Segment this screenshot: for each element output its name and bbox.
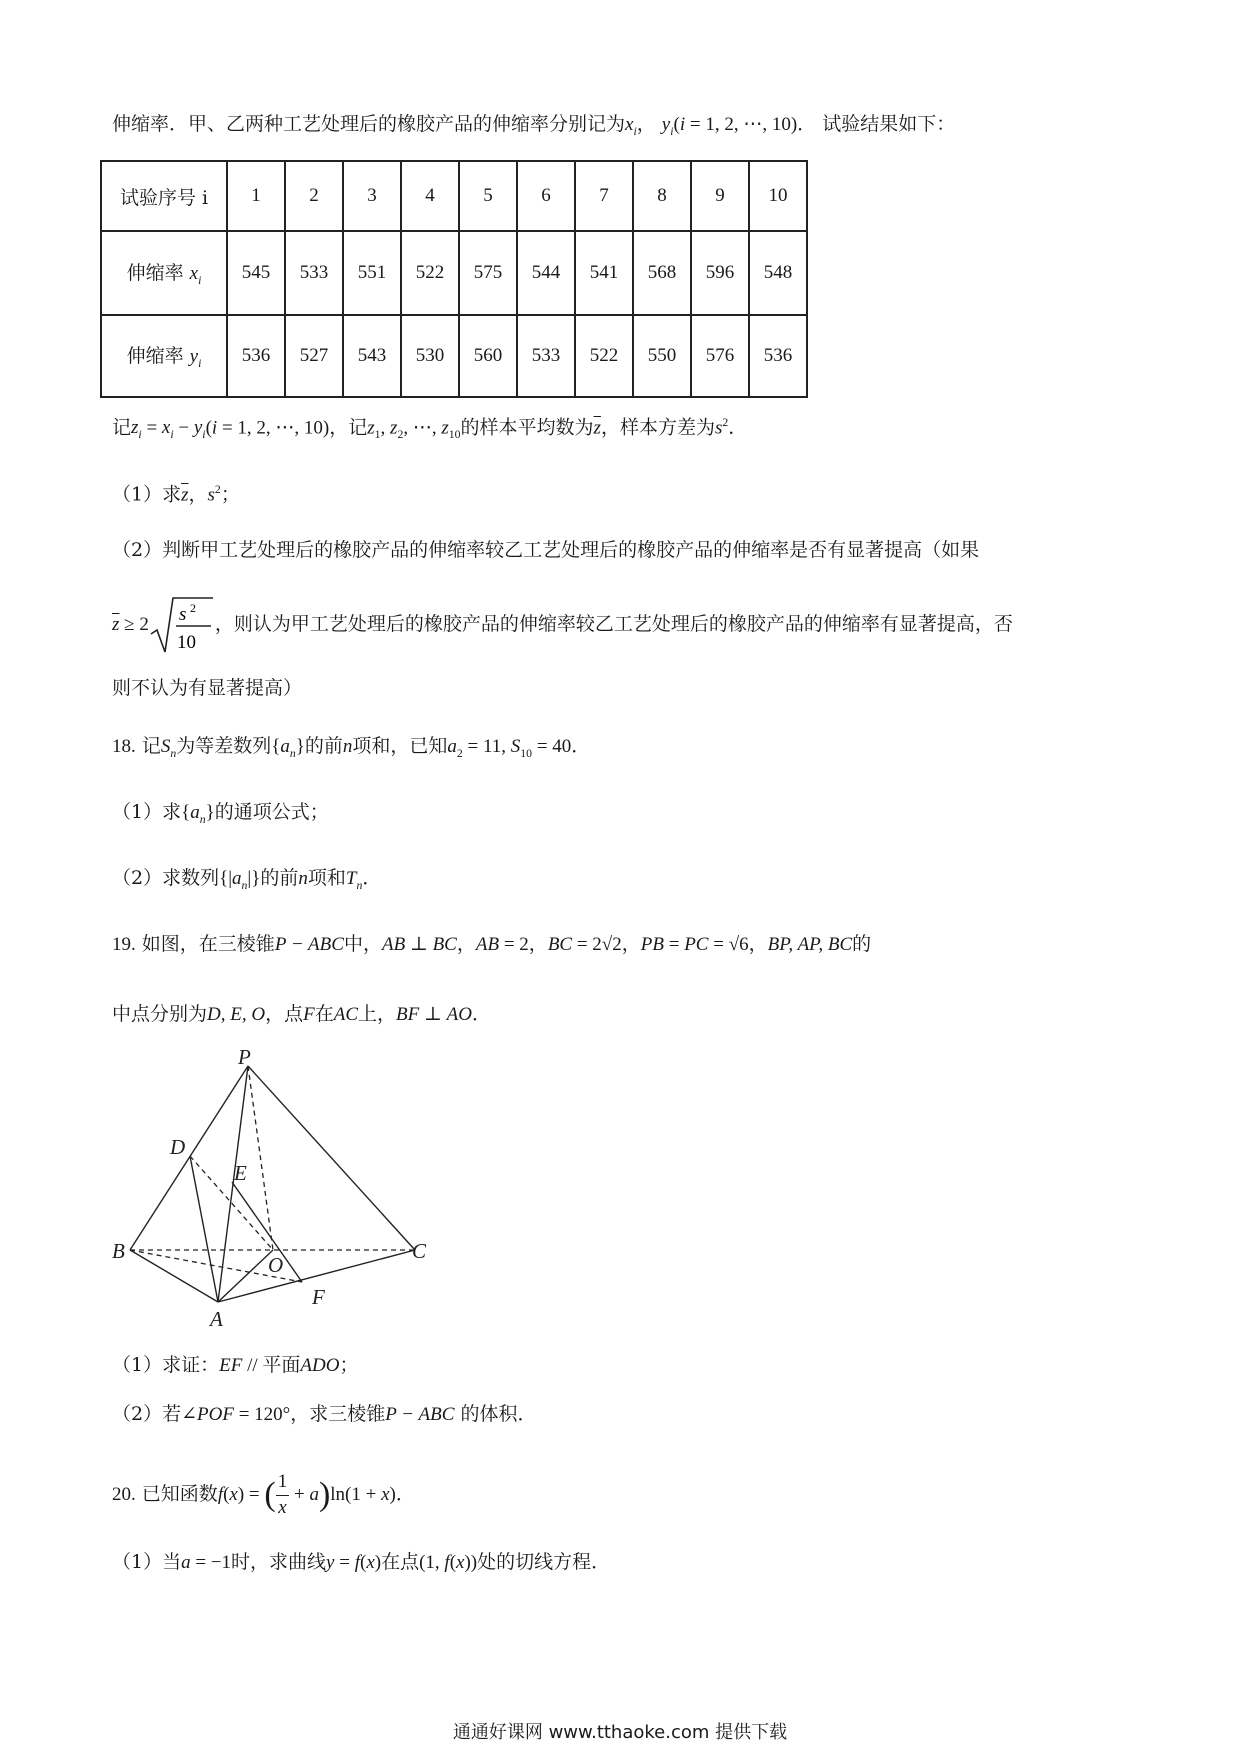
label-D: D — [170, 1135, 186, 1159]
table-cell: 543 — [343, 315, 401, 397]
table-cell: 544 — [517, 231, 575, 315]
q18-stem: 18. 记$S_n$为等差数列$\{a_n\}$的前n项和，已知$a_2 = 11$, $S_{10} = 40$． — [112, 735, 591, 760]
table-cell: 6 — [517, 161, 575, 231]
table-cell: 530 — [401, 315, 459, 397]
q19-part1: （1）求证：EF // 平面ADO； — [112, 1354, 359, 1376]
table-cell: 522 — [401, 231, 459, 315]
table-row-header — [101, 161, 807, 231]
table-cell: 527 — [285, 315, 343, 397]
trial-table — [100, 160, 808, 398]
label-C: C — [412, 1239, 427, 1263]
table-cell: 536 — [749, 315, 807, 397]
q17-part2-line2: $\overline{z} \ge 2$ s 2 10 ，则认为甲工艺处理后的橡胶产品的伸缩率较乙工艺处理后的橡胶产品的伸缩率有显著提高，否 — [112, 594, 1013, 656]
table-cell: 522 — [575, 315, 633, 397]
table-cell: 576 — [691, 315, 749, 397]
table-cell: 3 — [343, 161, 401, 231]
q17-part2-line1: （2）判断甲工艺处理后的橡胶产品的伸缩率较乙工艺处理后的橡胶产品的伸缩率是否有显著提高（如果 — [112, 539, 980, 561]
table-cell: 1 — [227, 161, 285, 231]
table-cell: 4 — [401, 161, 459, 231]
table-header-label: 试验序号 i — [101, 161, 227, 231]
table-cell: 575 — [459, 231, 517, 315]
label-B: B — [112, 1239, 125, 1263]
q18-part1: （1）求$\{a_n\}$的通项公式； — [112, 801, 329, 826]
table-cell: 560 — [459, 315, 517, 397]
table-cell: 548 — [749, 231, 807, 315]
table-cell: 533 — [517, 315, 575, 397]
svg-text:10: 10 — [176, 632, 196, 653]
q19-part2: （2）若∠POF = 120°，求三棱锥P − ABC 的体积． — [112, 1403, 537, 1425]
footer-text: 通通好课网 www.tthaoke.com 提供下载 — [452, 1722, 788, 1743]
intro-text-b: 试验结果如下： — [822, 113, 956, 135]
q17-part1: （1）求$\overline{z}$，$s^2$； — [112, 483, 240, 506]
svg-text:s: s — [178, 604, 187, 625]
q18-part2: （2）求数列$\{|a_n|\}$的前n项和$T_n$． — [112, 867, 382, 892]
row-y-label: 伸缩率 $y_i$ — [101, 315, 227, 397]
label-F: F — [312, 1285, 325, 1309]
table-cell: 550 — [633, 315, 691, 397]
row-x-label: 伸缩率 $x_i$ — [101, 231, 227, 315]
table-cell: 568 — [633, 231, 691, 315]
table-cell: 545 — [227, 231, 285, 315]
table-cell: 551 — [343, 231, 401, 315]
table-cell: 533 — [285, 231, 343, 315]
intro-line: 伸缩率．甲、乙两种工艺处理后的橡胶产品的伸缩率分别记为$x_i$， $y_i(i = 1$, 2, ⋯, 10)． 试验结果如下： — [112, 113, 956, 138]
intro-text-a: 伸缩率．甲、乙两种工艺处理后的橡胶产品的伸缩率分别记为 — [112, 113, 626, 135]
svg-text:2: 2 — [189, 601, 196, 615]
label-A: A — [210, 1307, 223, 1331]
table-cell: 10 — [749, 161, 807, 231]
q19-stem-line2: 中点分别为D, E, O，点F在AC上，BF ⊥ AO． — [112, 1003, 491, 1025]
label-P: P — [238, 1050, 251, 1069]
table-cell: 536 — [227, 315, 285, 397]
table-cell: 8 — [633, 161, 691, 231]
table-row-y — [101, 315, 807, 397]
q17-part2-line3: 则不认为有显著提高） — [112, 677, 303, 699]
q20-stem: 20. 已知函数f(x) = ( $\frac{1}{x}$ + a)ln(1 + x)． — [112, 1471, 415, 1518]
pyramid-figure — [110, 1050, 450, 1340]
table-row-x — [101, 231, 807, 315]
table-cell: 9 — [691, 161, 749, 231]
table-cell: 5 — [459, 161, 517, 231]
q20-part1: （1）当a = −1时，求曲线y = f(x)在点(1, f(x))处的切线方程． — [112, 1551, 611, 1573]
label-E: E — [234, 1161, 247, 1185]
table-cell: 541 — [575, 231, 633, 315]
q19-stem-line1: 19. 如图，在三棱锥P − ABC中，AB ⊥ BC，AB = 2，BC = 2√2，PB = PC = √6，BP, AP, BC的 — [112, 933, 872, 955]
table-cell: 7 — [575, 161, 633, 231]
define-z-line: 记$z_i = x_i - y_i(i = 1$, 2, ⋯, 10)，记$z_1$, $z_2$, ⋯, $z_{10}$的样本平均数为$\overline{z}$，样本方差为$s^2$． — [112, 416, 748, 442]
label-O: O — [268, 1253, 284, 1277]
table-cell: 2 — [285, 161, 343, 231]
table-cell: 596 — [691, 231, 749, 315]
